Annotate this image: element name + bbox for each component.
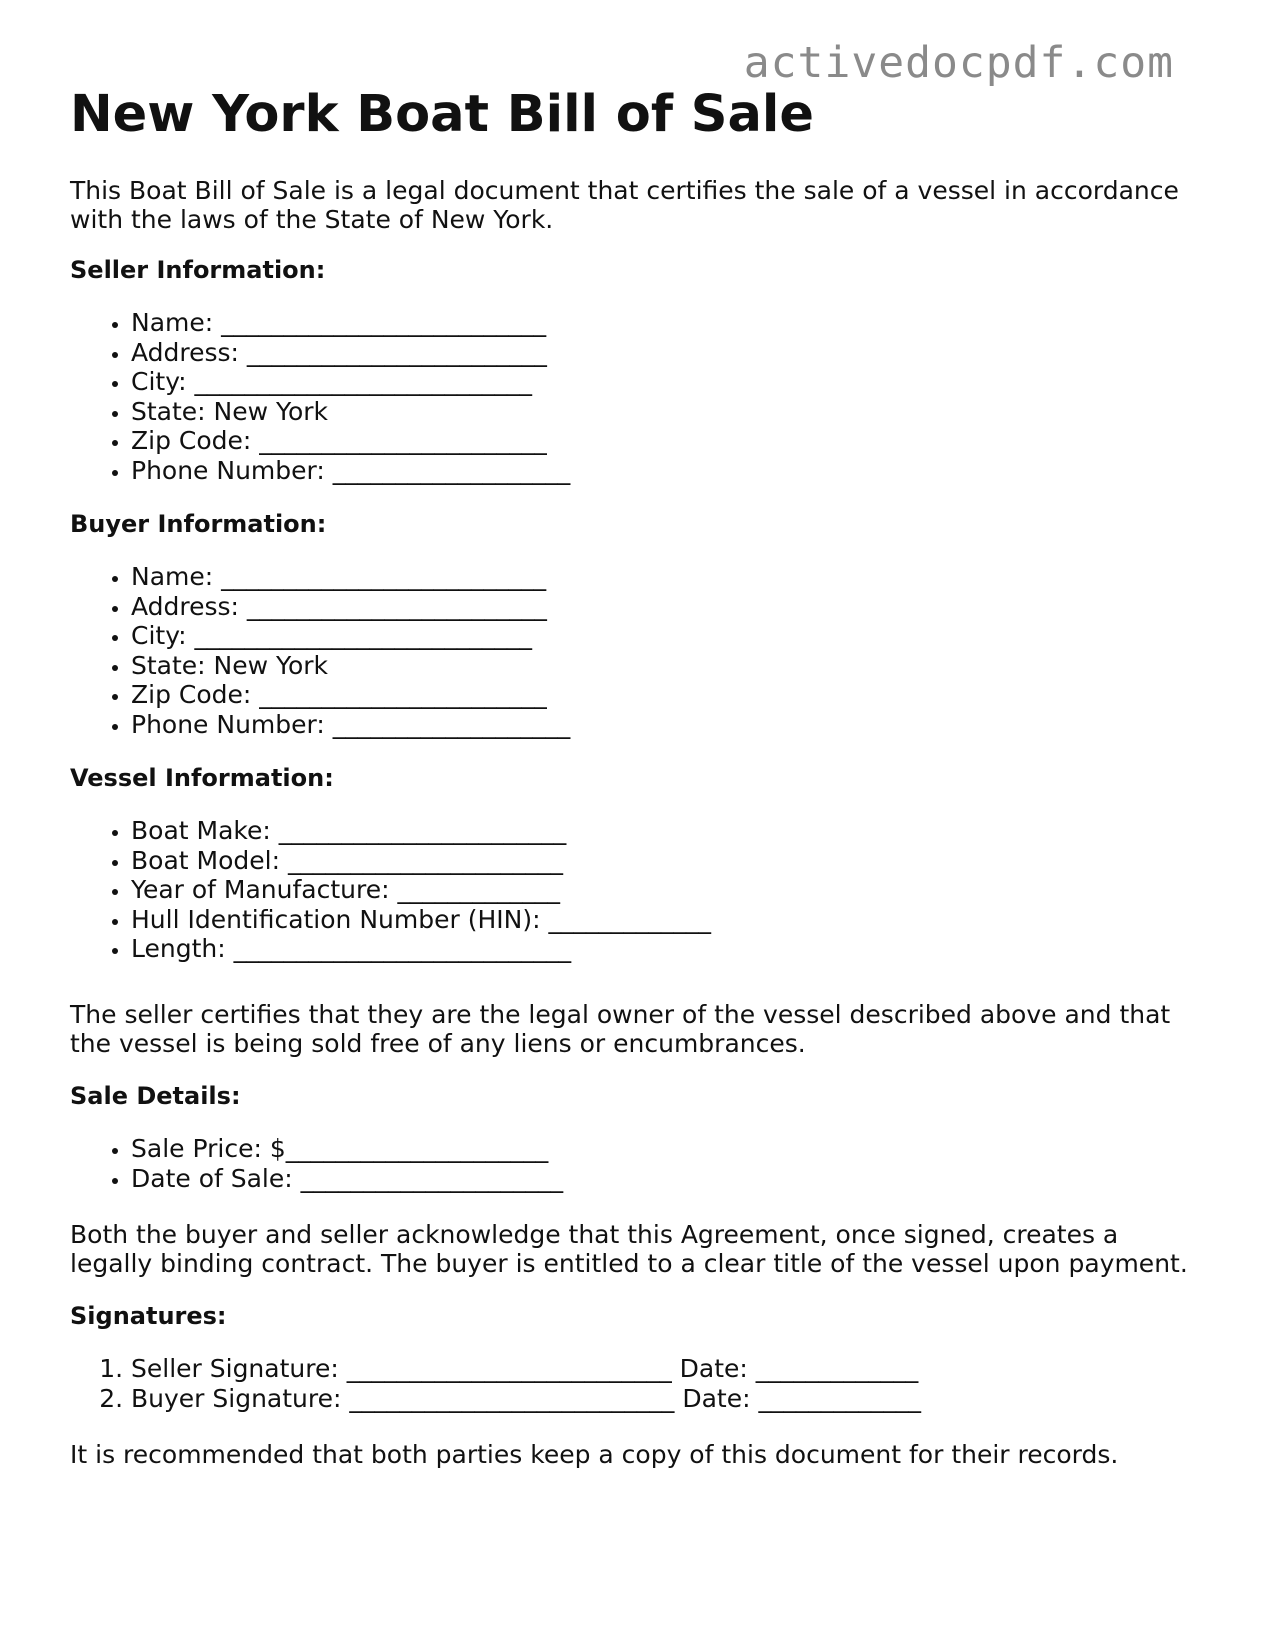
boat-model-field[interactable]: • Boat Model: ______________________ — [131, 846, 1200, 876]
buyer-list — [70, 562, 1200, 739]
seller-list — [70, 308, 1200, 485]
document-title: New York Boat Bill of Sale — [70, 85, 814, 144]
buyer-zip-field[interactable]: • Zip Code: _______________________ — [131, 680, 1200, 710]
seller-state-field: • State: New York — [131, 397, 1200, 427]
buyer-heading: Buyer Information: — [70, 510, 327, 538]
buyer-section — [70, 510, 1200, 739]
signatures-heading: Signatures: — [70, 1302, 227, 1330]
length-field[interactable]: • Length: ___________________________ — [131, 934, 1200, 964]
acknowledgement-section — [70, 1220, 1200, 1278]
intro-section — [70, 176, 1200, 234]
certification-paragraph: The seller certifies that they are the legal owner of the vessel described above and that the vessel is being sold free of any liens or encumbrances. — [70, 1000, 1171, 1058]
sale-section — [70, 1082, 1200, 1193]
year-of-manufacture-field[interactable]: • Year of Manufacture: _____________ — [131, 875, 1200, 905]
buyer-signature-field[interactable]: 2. Buyer Signature: __________________________ Date: _____________ — [131, 1384, 1200, 1414]
date-of-sale-field[interactable]: • Date of Sale: _____________________ — [131, 1164, 1200, 1194]
acknowledgement-paragraph: Both the buyer and seller acknowledge that this Agreement, once signed, creates a legally binding contract. The buyer is entitled to a clear title of the vessel upon payment. — [70, 1220, 1188, 1278]
sale-list — [70, 1134, 1200, 1193]
vessel-list — [70, 816, 1200, 964]
vessel-section — [70, 764, 1200, 964]
signatures-section — [70, 1302, 1200, 1413]
buyer-phone-field[interactable]: • Phone Number: ___________________ — [131, 710, 1200, 740]
watermark: activedocpdf.com — [743, 38, 1174, 88]
seller-section — [70, 256, 1200, 485]
seller-address-field[interactable]: • Address: ________________________ — [131, 338, 1200, 368]
hin-field[interactable]: • Hull Identification Number (HIN): _____________ — [131, 905, 1200, 935]
buyer-city-field[interactable]: • City: ___________________________ — [131, 621, 1200, 651]
certification-section — [70, 1000, 1200, 1058]
seller-city-field[interactable]: • City: ___________________________ — [131, 367, 1200, 397]
boat-make-field[interactable]: • Boat Make: _______________________ — [131, 816, 1200, 846]
closing-section — [70, 1440, 1200, 1469]
vessel-heading: Vessel Information: — [70, 764, 334, 792]
signatures-list — [70, 1354, 1200, 1413]
seller-heading: Seller Information: — [70, 256, 326, 284]
sale-price-field[interactable]: • Sale Price: $_____________________ — [131, 1134, 1200, 1164]
seller-zip-field[interactable]: • Zip Code: _______________________ — [131, 426, 1200, 456]
intro-paragraph: This Boat Bill of Sale is a legal document that certifies the sale of a vessel in accordance with the laws of the State of New York. — [70, 176, 1179, 234]
sale-heading: Sale Details: — [70, 1082, 241, 1110]
buyer-name-field[interactable]: • Name: __________________________ — [131, 562, 1200, 592]
seller-name-field[interactable]: • Name: __________________________ — [131, 308, 1200, 338]
buyer-state-field: • State: New York — [131, 651, 1200, 681]
closing-paragraph: It is recommended that both parties keep a copy of this document for their records. — [70, 1440, 1119, 1469]
buyer-address-field[interactable]: • Address: ________________________ — [131, 592, 1200, 622]
seller-phone-field[interactable]: • Phone Number: ___________________ — [131, 456, 1200, 486]
seller-signature-field[interactable]: 1. Seller Signature: __________________________ Date: _____________ — [131, 1354, 1200, 1384]
